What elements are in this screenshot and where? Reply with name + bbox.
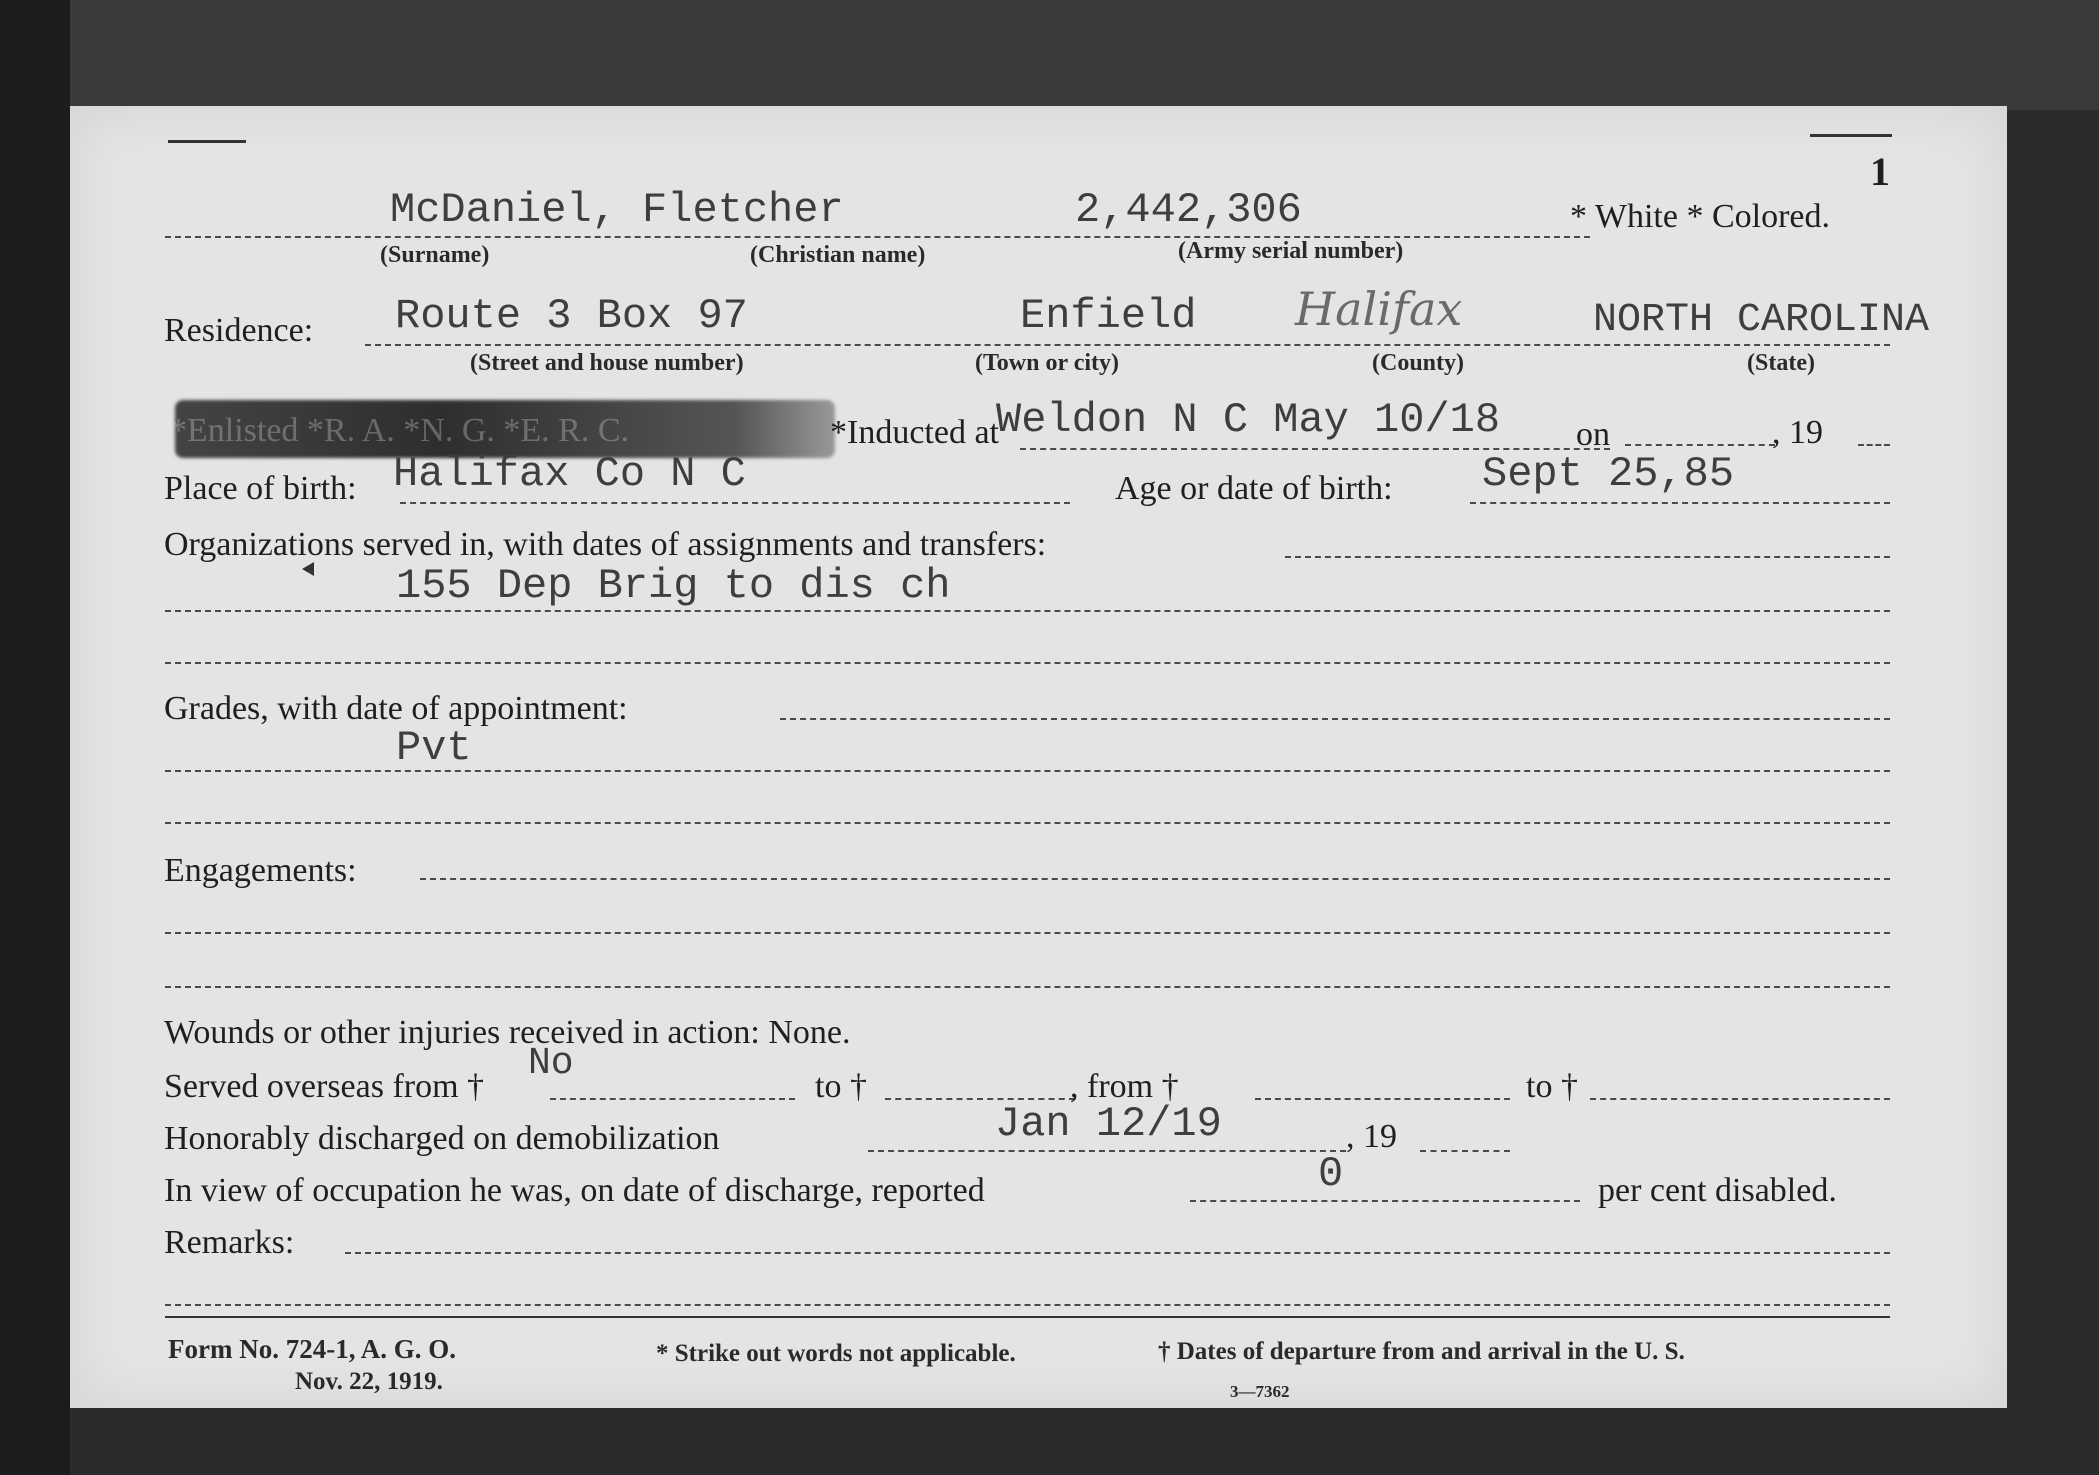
- overseas-from-line-2: [1255, 1098, 1510, 1100]
- disability-suffix: per cent disabled.: [1598, 1172, 1837, 1209]
- place-of-birth-line: [400, 502, 1070, 504]
- engagements-line-1: [420, 878, 1890, 880]
- serial-number-caption: (Army serial number): [1178, 238, 1404, 264]
- date-of-birth-line: [1470, 502, 1890, 504]
- form-number: Form No. 724-1, A. G. O.: [168, 1334, 456, 1364]
- discharge-year-line: [1420, 1150, 1510, 1152]
- engagements-line-2: [165, 932, 1890, 934]
- residence-line: [365, 344, 1890, 346]
- print-code: 3—7362: [1230, 1382, 1290, 1401]
- residence-county-value: Halifax: [1295, 282, 1463, 336]
- discharge-date-value: Jan 12/19: [995, 1100, 1222, 1148]
- date-of-birth-value: Sept 25,85: [1482, 450, 1735, 498]
- surname-caption: (Surname): [380, 242, 490, 268]
- engagements-line-3: [165, 986, 1890, 988]
- date-of-birth-label: Age or date of birth:: [1115, 470, 1393, 507]
- card-number: 1: [1870, 149, 1890, 194]
- street-caption: (Street and house number): [470, 350, 744, 376]
- grades-value: Pvt: [396, 724, 472, 772]
- grades-line-2: [165, 770, 1890, 772]
- organizations-line-2: [165, 610, 1890, 612]
- organizations-line-1: [1285, 556, 1890, 558]
- overseas-to-line-2: [1590, 1098, 1890, 1100]
- place-of-birth-label: Place of birth:: [164, 470, 357, 507]
- discharge-line: [868, 1150, 1346, 1152]
- remarks-line-2: [165, 1304, 1890, 1306]
- scan-background-left: [0, 0, 70, 1475]
- organizations-value: 155 Dep Brig to dis ch: [396, 562, 951, 610]
- overseas-to-label-2: to †: [1526, 1068, 1578, 1105]
- residence-town-value: Enfield: [1020, 292, 1197, 340]
- struck-enlistment-options: *Enlisted *R. A. *N. G. *E. R. C.: [170, 412, 630, 449]
- top-left-rule: [168, 140, 246, 143]
- induction-year-label: , 19: [1772, 414, 1823, 451]
- overseas-from-line: [550, 1098, 795, 1100]
- christian-name-caption: (Christian name): [750, 242, 926, 268]
- induction-year-line: [1858, 444, 1890, 446]
- surname-value: McDaniel, Fletcher: [390, 186, 844, 234]
- strike-out-note: * Strike out words not applicable.: [656, 1340, 1016, 1367]
- top-right-rule: [1810, 134, 1892, 137]
- remarks-label: Remarks:: [164, 1224, 295, 1261]
- wounds-text: Wounds or other injuries received in action: None.: [164, 1014, 851, 1051]
- overseas-to-label-1: to †: [815, 1068, 867, 1105]
- grades-label: Grades, with date of appointment:: [164, 690, 628, 727]
- county-caption: (County): [1372, 350, 1465, 376]
- organizations-label: Organizations served in, with dates of assignments and transfers:: [164, 526, 1047, 563]
- engagements-label: Engagements:: [164, 852, 357, 889]
- served-overseas-from-value: No: [528, 1042, 574, 1085]
- scan-background-top: [0, 0, 2099, 110]
- grades-line-3: [165, 822, 1890, 824]
- race-options: * White * Colored.: [1570, 198, 1830, 235]
- margin-arrow-icon: [302, 562, 314, 576]
- disability-value: 0: [1318, 1150, 1344, 1198]
- inducted-at-value: Weldon N C May 10/18: [996, 396, 1501, 444]
- footer-rule: [165, 1316, 1890, 1318]
- serial-number-value: 2,442,306: [1075, 186, 1302, 234]
- organizations-line-3: [165, 662, 1890, 664]
- service-record-card: [70, 106, 2007, 1408]
- induction-on-label: on: [1576, 416, 1610, 453]
- discharge-label: Honorably discharged on demobilization: [164, 1120, 720, 1157]
- remarks-line-1: [345, 1252, 1890, 1254]
- residence-street-value: Route 3 Box 97: [395, 292, 748, 340]
- state-caption: (State): [1747, 350, 1815, 376]
- place-of-birth-value: Halifax Co N C: [393, 450, 746, 498]
- residence-label: Residence:: [164, 312, 314, 349]
- served-overseas-label: Served overseas from †: [164, 1068, 485, 1105]
- residence-state-value: NORTH CAROLINA: [1593, 298, 1930, 343]
- discharge-year-label: , 19: [1346, 1118, 1397, 1155]
- grades-line-1: [780, 718, 1890, 720]
- disability-line: [1190, 1200, 1580, 1202]
- form-date: Nov. 22, 1919.: [295, 1368, 443, 1395]
- disability-label: In view of occupation he was, on date of discharge, reported: [164, 1172, 985, 1209]
- town-caption: (Town or city): [975, 350, 1119, 376]
- induction-on-line: [1625, 444, 1775, 446]
- overseas-from-label-2: , from †: [1070, 1068, 1179, 1105]
- dagger-note: † Dates of departure from and arrival in the U. S.: [1158, 1338, 1685, 1365]
- inducted-at-label: *Inducted at: [830, 414, 999, 451]
